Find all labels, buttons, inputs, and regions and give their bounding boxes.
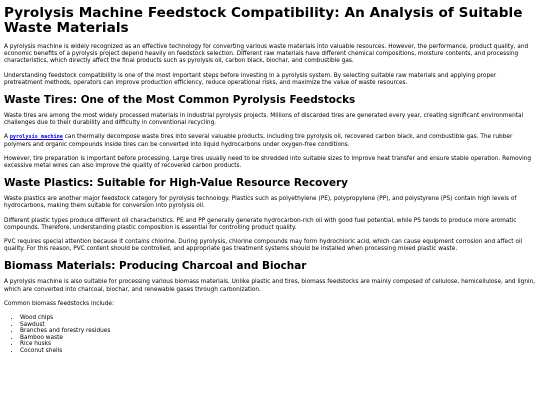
list-item: • Bamboo waste — [20, 335, 536, 342]
plastics-paragraph-3: PVC requires special attention because it contains chlorine. During pyrolysis, chlorine compounds may form hydrochloric acid, which can cause equipment corrosion and affect oil quality. For this reason, PVC content should be controlled, and appropriate gas treatment systems should be installed when processing mixed plastic waste. — [4, 239, 523, 253]
list-item: • Rice husks — [20, 341, 536, 348]
list-item: • Coconut shells — [20, 348, 536, 355]
list-item: • Wood chips — [20, 315, 536, 322]
biomass-heading: Biomass Materials: Producing Charcoal and Biochar — [4, 260, 307, 273]
list-item: • Branches and forestry residues — [20, 328, 536, 335]
tires-paragraph-3: However, tire preparation is important before processing. Large tires usually need to be shredded into suitable sizes to improve heat transfer and ensure stable operation. Removing excessive metal wires can also improve the quality of recovered carbon products. — [4, 155, 532, 170]
tires-paragraph-2-suffix: can thermally decompose waste tires into several valuable products, including tire pyrolysis oil, recovered carbon black, and combustible gas. The rubber polymers and organic compounds inside tires can be converted into liquid hydrocarbons under oxygen-free conditions. — [4, 134, 513, 148]
page-title: Pyrolysis Machine Feedstock Compatibility: An Analysis of Suitable Waste Materials — [4, 5, 523, 36]
tires-paragraph-1: Waste tires are among the most widely processed materials in industrial pyrolysis projects. Millions of discarded tires are generated every year, creating significant environmental challenges due to their durability and difficulty in conventional recycling. — [4, 113, 524, 127]
biomass-feedstock-list — [4, 315, 536, 355]
plastics-paragraph-1: Waste plastics are another major feedstock category for pyrolysis technology. Plastics such as polyethylene (PE), polypropylene (PP), and polystyrene (PS) contain high levels of hydrocarbons, making them suitable for conversion into pyrolysis oil. — [4, 196, 517, 210]
tires-paragraph-2 — [4, 134, 536, 148]
pyrolysis-machine-link[interactable]: pyrolysis machine — [9, 134, 63, 141]
tires-paragraph-2-prefix: A — [4, 134, 10, 141]
intro-paragraph-2: Understanding feedstock compatibility is one of the most important steps before investing in a pyrolysis system. By selecting suitable raw materials and applying proper pretreatment methods, operators can improve production efficiency, reduce operational risks, and maximize the value of waste resources. — [4, 72, 497, 86]
list-item: • Sawdust — [20, 322, 536, 329]
intro-paragraph-1: A pyrolysis machine is widely recognized as an effective technology for converting various waste materials into valuable resources. However, the performance, product quality, and economic benefits of a pyrolysis project depend heavily on feedstock selection. Different raw materials have different chemical compositions, moisture contents, and processing characteristics, which directly affect the final products such as pyrolysis oil, carbon black, biochar, and combustible gas. — [4, 44, 529, 65]
biomass-paragraph-2: Common biomass feedstocks include: — [4, 300, 114, 307]
biomass-paragraph-1: A pyrolysis machine is also suitable for processing various biomass materials. Unlike plastic and tires, biomass feedstocks are mainly composed of cellulose, hemicellulose, and lignin, which are converted into charcoal, biochar, and renewable gases through carbonization. — [4, 279, 536, 293]
plastics-heading: Waste Plastics: Suitable for High-Value Resource Recovery — [4, 177, 348, 190]
plastics-paragraph-2: Different plastic types produce different oil characteristics. PE and PP generally generate hydrocarbon-rich oil with good fuel potential, while PS tends to produce more aromatic compounds. Therefore, understanding plastic composition is essential for controlling product quality. — [4, 217, 517, 231]
tires-heading: Waste Tires: One of the Most Common Pyrolysis Feedstocks — [4, 94, 356, 107]
